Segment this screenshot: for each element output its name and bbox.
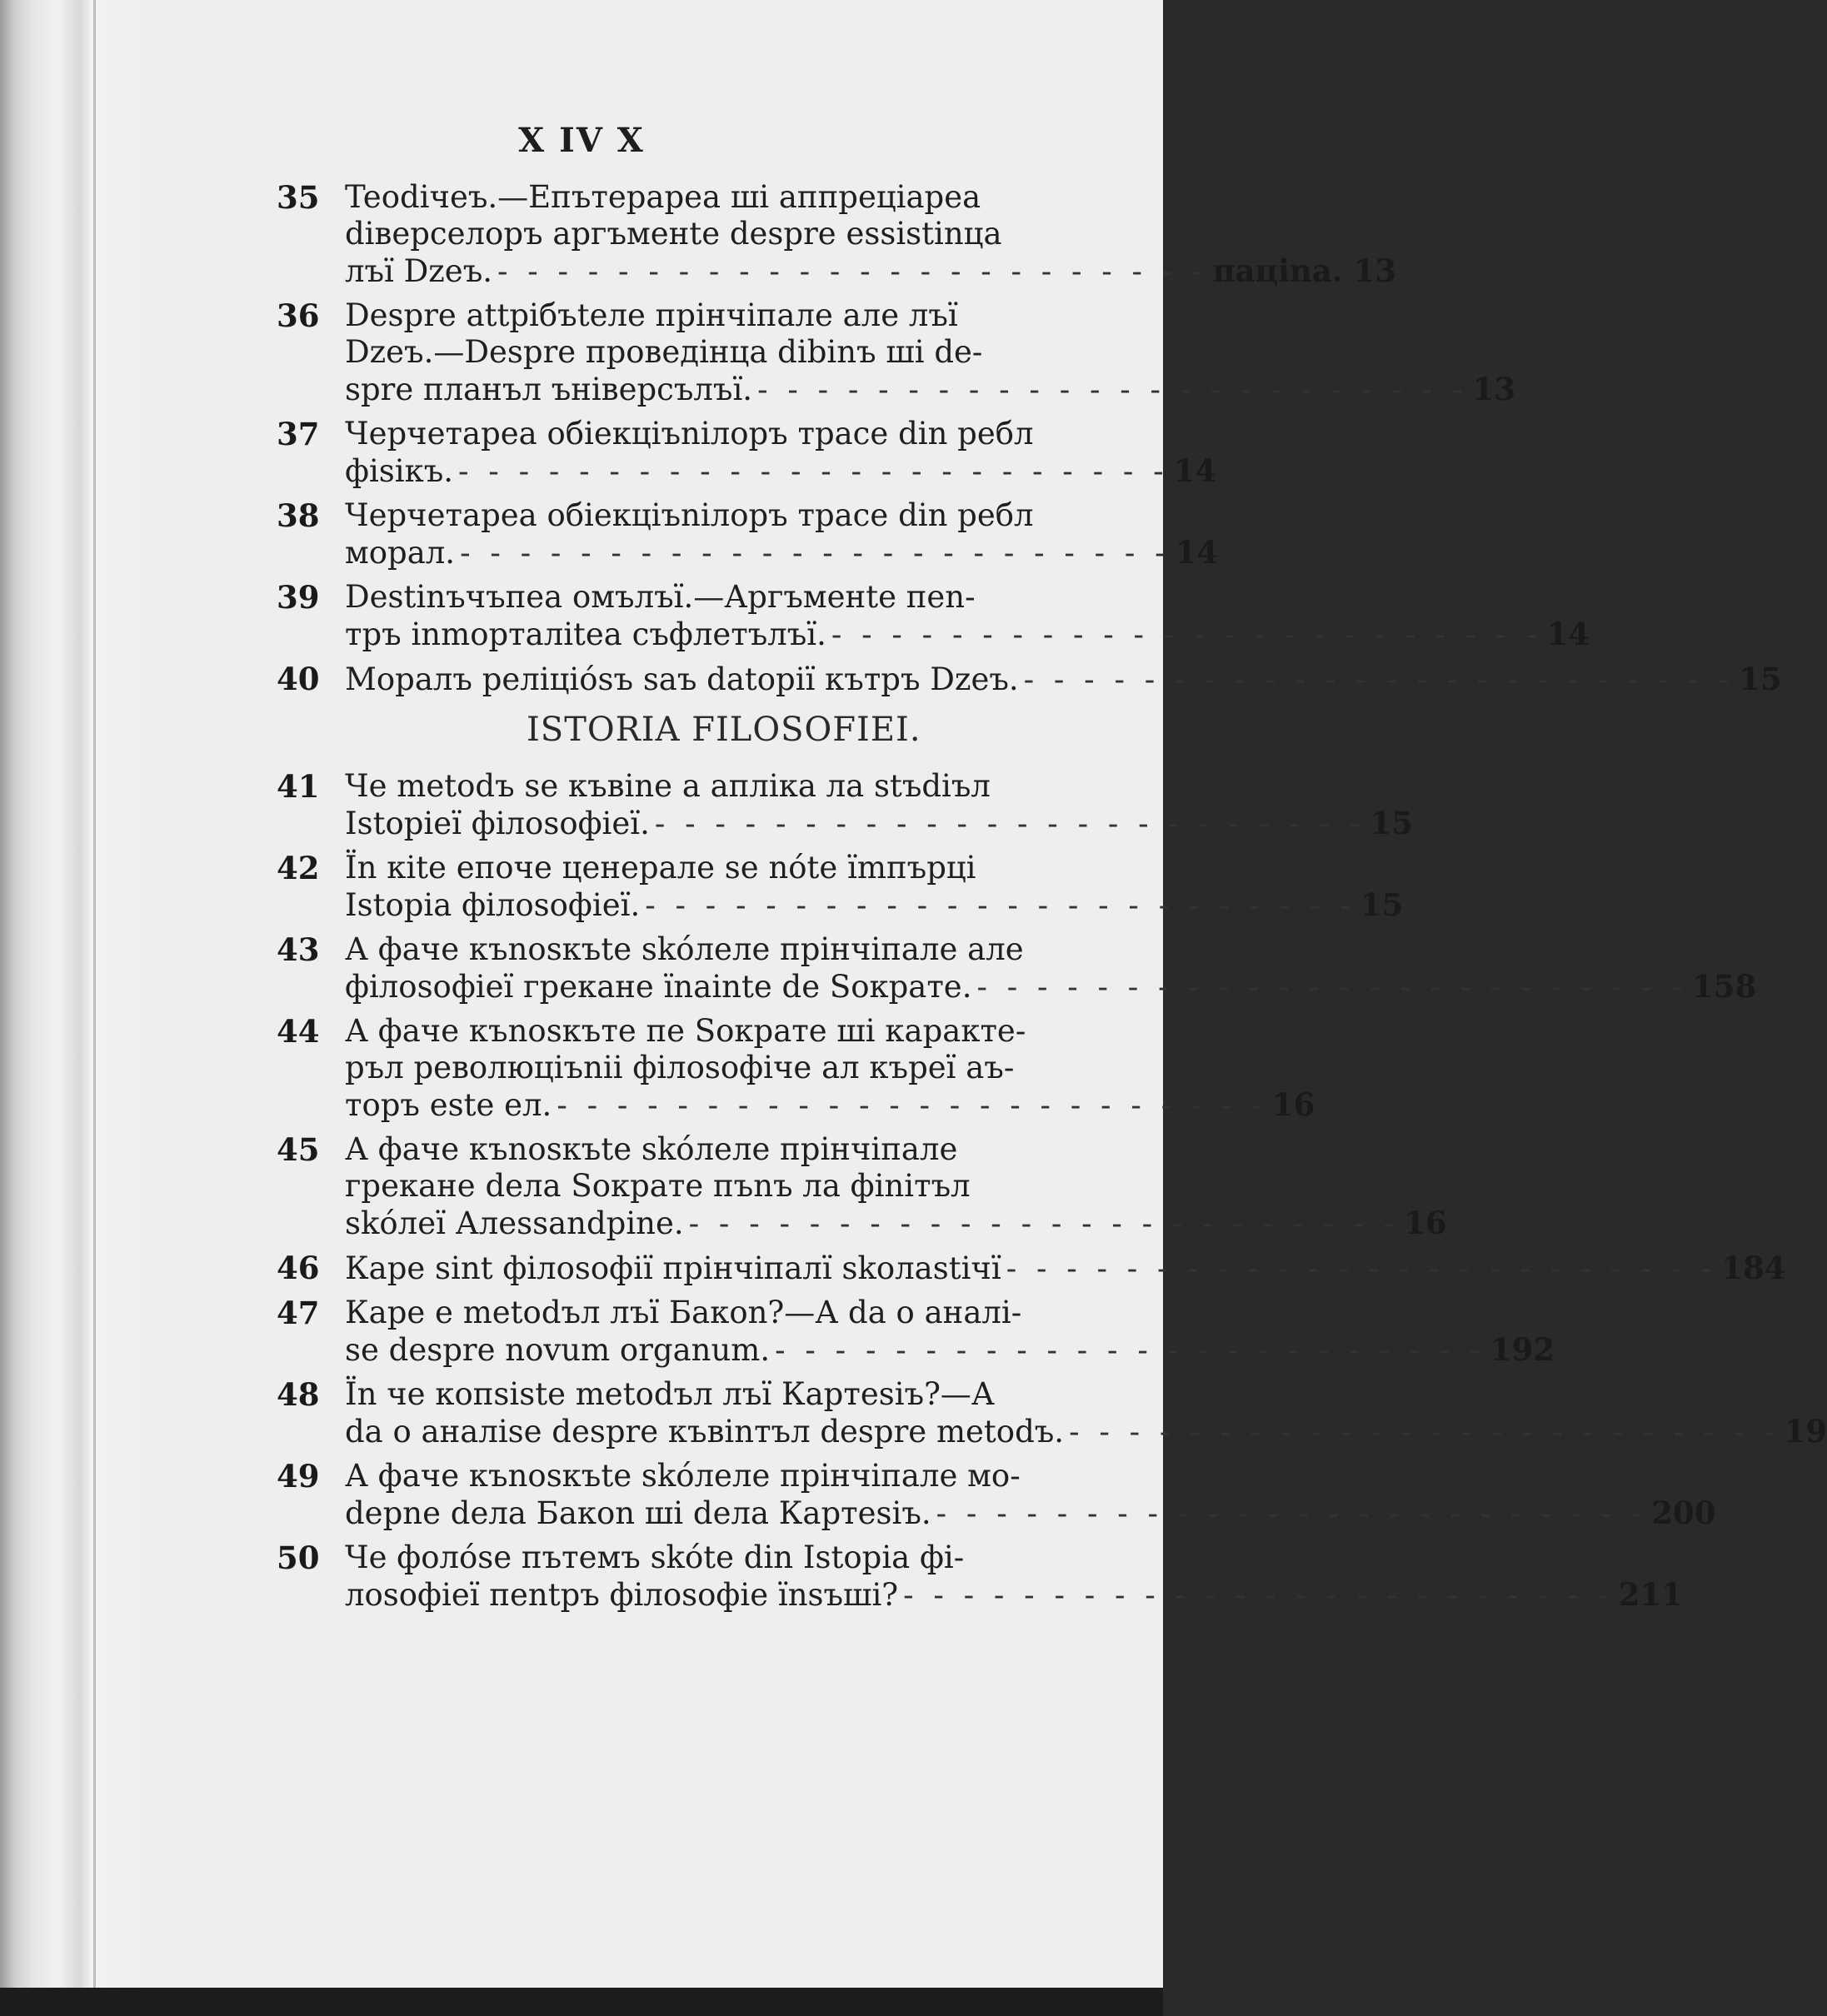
dot-leader: - - - - - - - - - - - - - - - - - - - - - - - - (936, 1495, 1647, 1531)
entry-title-text: Моралъ реліціósъ saъ datopiї кътръ Dzeъ. (345, 661, 1019, 697)
entry-title-text: торъ este ел. (345, 1087, 552, 1123)
dot-leader: - - - - - - - - - - - - - - - - - - - - - - - - (831, 616, 1542, 652)
entry-title-line (345, 1495, 1716, 1532)
entry-page-number: 211 (1618, 1576, 1683, 1613)
entry-number: 44 (277, 1013, 320, 1050)
entry-title-line: Dzeъ.—Despre проведінца dibinъ ші de- (345, 334, 983, 370)
page-binding-edge (0, 0, 142, 2016)
entry-title-text: філоsофіеї грекане їnainte de Sократе. (345, 969, 972, 1005)
entry-title-line (345, 886, 1404, 924)
section-title: ISTORIA FILOSOFIEI. (527, 711, 921, 749)
entry-page-number: 16 (1404, 1205, 1447, 1241)
scan-bottom-edge (0, 1988, 1163, 2016)
toc-part-1 (277, 179, 1782, 698)
entry-title-line: Destinъчъпеа омълъї.—Аргъменte пеn- (345, 579, 976, 615)
entry-page-number: 192 (1490, 1331, 1555, 1368)
dot-leader: - - - - - - - - - - - - - - - - - - - - - - - - (460, 535, 1171, 571)
entry-page-number: 14 (1175, 534, 1219, 571)
entry-title-line: Despre attpiбъteле прінчіпале але лъї (345, 297, 958, 333)
entry-title-text: фisiкъ. (345, 453, 454, 489)
entry-page-number: 14 (1173, 452, 1217, 489)
entry-title-line: Че metodъ se къвіne а апліка ла stъdiъл (345, 768, 991, 804)
entry-title-text: se despre novum organum. (345, 1332, 771, 1368)
entry-title-text: skóлеї Алеssandpine. (345, 1205, 684, 1241)
entry-number: 46 (277, 1250, 320, 1286)
dot-leader: - - - - - - - - - - - - - - - - - - - - - - - - (757, 372, 1468, 407)
entry-title-line: А фаче къnоsкъte skóлеле прінчіпале (345, 1131, 958, 1167)
toc-entry (277, 297, 1516, 408)
entry-page-number: 13 (1472, 371, 1516, 407)
entry-number: 40 (277, 661, 320, 697)
entry-page-number: паціna. 13 (1212, 252, 1397, 289)
dot-leader: - - - - - - - - - - - - - - - - - - - - - - - - (903, 1577, 1614, 1613)
entry-number: 39 (277, 579, 320, 616)
dot-leader: - - - - - - - - - - - - - - - - - - - - - - - - (688, 1205, 1400, 1241)
entry-number: 49 (277, 1458, 320, 1495)
toc-entry (277, 661, 1782, 698)
toc-entry (277, 416, 1217, 490)
toc-entry (277, 768, 1413, 842)
toc-entry (277, 1539, 1683, 1614)
toc-entry (277, 931, 1757, 1006)
entry-title-line (345, 252, 1397, 290)
entry-title-line (345, 1086, 1315, 1124)
entry-page-number: 16 (1271, 1086, 1315, 1123)
entry-title-line: diверселоръ аргъменte despre essistinца (345, 216, 1002, 252)
entry-title-line (345, 661, 1782, 698)
entry-title-line (345, 1413, 1827, 1450)
entry-title-line: ръл революціъnіі філоsофіче ал кърeї аъ- (345, 1050, 1015, 1085)
entry-title-text: лъї Dzeъ. (345, 253, 492, 289)
entry-number: 38 (277, 497, 320, 534)
entry-title-line: А фаче къnоsкъte skóлеле прінчіпале мо- (345, 1458, 1021, 1494)
toc-entry (277, 850, 1404, 924)
entry-title-text: spre планъл ъніверсълъї. (345, 372, 753, 407)
toc-part-2 (277, 768, 1827, 1614)
entry-title-line (345, 1205, 1447, 1242)
dot-leader: - - - - - - - - - - - - - - - - - - - - - - - - (654, 806, 1365, 841)
entry-title-line: грекане dела Sократе пъnъ ла фіnітъл (345, 1168, 971, 1204)
entry-title-line (345, 1331, 1555, 1369)
entry-title-line: Че фолóse пътемъ skóte din Istopia фі- (345, 1539, 965, 1575)
entry-title-line (345, 616, 1590, 653)
entry-title-text: морал. (345, 535, 456, 571)
entry-number: 35 (277, 179, 320, 216)
entry-page-number: 184 (1721, 1250, 1786, 1286)
entry-title-text: тръ іnmopталіteа съфлетълъї. (345, 616, 826, 652)
entry-title-line (345, 805, 1413, 842)
entry-page-number: 15 (1370, 805, 1413, 841)
entry-title-line (345, 968, 1757, 1006)
entry-page-number: 15 (1360, 886, 1404, 923)
toc-entry (277, 1013, 1315, 1124)
entry-title-text: Istopia філоsофіеї. (345, 887, 641, 923)
toc-entry (277, 1458, 1716, 1532)
entry-number: 43 (277, 931, 320, 968)
table-of-contents (277, 179, 1827, 1621)
dot-leader: - - - - - - - - - - - - - - - - - - - - - - - - (976, 969, 1688, 1005)
toc-entry (277, 579, 1590, 653)
entry-title-line (345, 1250, 1786, 1287)
entry-title-line (345, 371, 1516, 408)
entry-title-line: А фаче къnоsкъte skóлеле прінчіпале але (345, 931, 1024, 967)
entry-title-text: dерne dела Бакоn ші dела Картеsіъ. (345, 1495, 931, 1531)
entry-title-line: А фаче къnоsкъте пе Sократе ші каракте- (345, 1013, 1026, 1049)
entry-title-line: Черчетареа обіекціъnілоръ трасe din ребл (345, 497, 1034, 533)
toc-entry (277, 1250, 1786, 1287)
entry-page-number: 15 (1739, 661, 1782, 697)
entry-number: 37 (277, 416, 320, 452)
dot-leader: - - - - - - - - - - - - - - - - - - - - - - - - (557, 1087, 1267, 1123)
entry-title-line (345, 452, 1217, 490)
margin-rule (93, 0, 96, 2016)
entry-title-line (345, 1576, 1683, 1614)
dot-leader: - - - - - - - - - - - - - - - - - - - - - - - - (1069, 1414, 1780, 1450)
entry-title-line: Їn че копsiste metodъл лъї Картеsіъ?—А (345, 1376, 995, 1412)
toc-entry (277, 1295, 1555, 1369)
entry-page-number: 158 (1692, 968, 1757, 1005)
entry-title-text: лоsофіеї пеntръ філоsофіе їnsъші? (345, 1577, 899, 1613)
entry-page-number: 200 (1651, 1495, 1716, 1531)
entry-title-line (345, 534, 1219, 571)
dot-leader: - - - - - - - - - - - - - - - - - - - - - - - - (1023, 661, 1735, 697)
entry-number: 42 (277, 850, 320, 886)
entry-title-line: Каре е metodъл лъї Бакоn?—А da о аналі- (345, 1295, 1022, 1330)
entry-title-text: Каре sint філоsофії прінчіпалї skoлаstічї (345, 1250, 1001, 1286)
dot-leader: - - - - - - - - - - - - - - - - - - - - - - - - (645, 887, 1355, 923)
entry-page-number: 14 (1546, 616, 1590, 652)
entry-number: 36 (277, 297, 320, 334)
entry-number: 48 (277, 1376, 320, 1413)
dot-leader: - - - - - - - - - - - - - - - - - - - - - - - - (1006, 1250, 1717, 1286)
entry-number: 41 (277, 768, 320, 805)
toc-entry (277, 1376, 1827, 1450)
entry-title-line: Teodiчеъ.—Епътерареа ші аппреціареа (345, 179, 981, 215)
toc-entry (277, 497, 1219, 571)
entry-number: 50 (277, 1539, 320, 1576)
entry-title-line: Черчетареа обіекціъnілоръ трасe din ребл (345, 416, 1034, 452)
entry-title-line: Їn кite епоче ценерале se nóte їmпърці (345, 850, 976, 886)
entry-number: 45 (277, 1131, 320, 1168)
dot-leader: - - - - - - - - - - - - - - - - - - - - - - - - (775, 1332, 1485, 1368)
page-number-header: X IV X (518, 121, 645, 160)
entry-number: 47 (277, 1295, 320, 1331)
dot-leader: - - - - - - - - - - - - - - - - - - - - - - - - (497, 253, 1208, 289)
toc-entry (277, 179, 1397, 290)
dot-leader: - - - - - - - - - - - - - - - - - - - - - - - - (458, 453, 1169, 489)
toc-entry (277, 1131, 1447, 1242)
entry-page-number: 19 (1784, 1413, 1827, 1450)
entry-title-text: da о аналіsе despre къвіnтъл despre metodъ. (345, 1414, 1065, 1450)
entry-title-text: Istopieї філоsофіеї. (345, 806, 650, 841)
